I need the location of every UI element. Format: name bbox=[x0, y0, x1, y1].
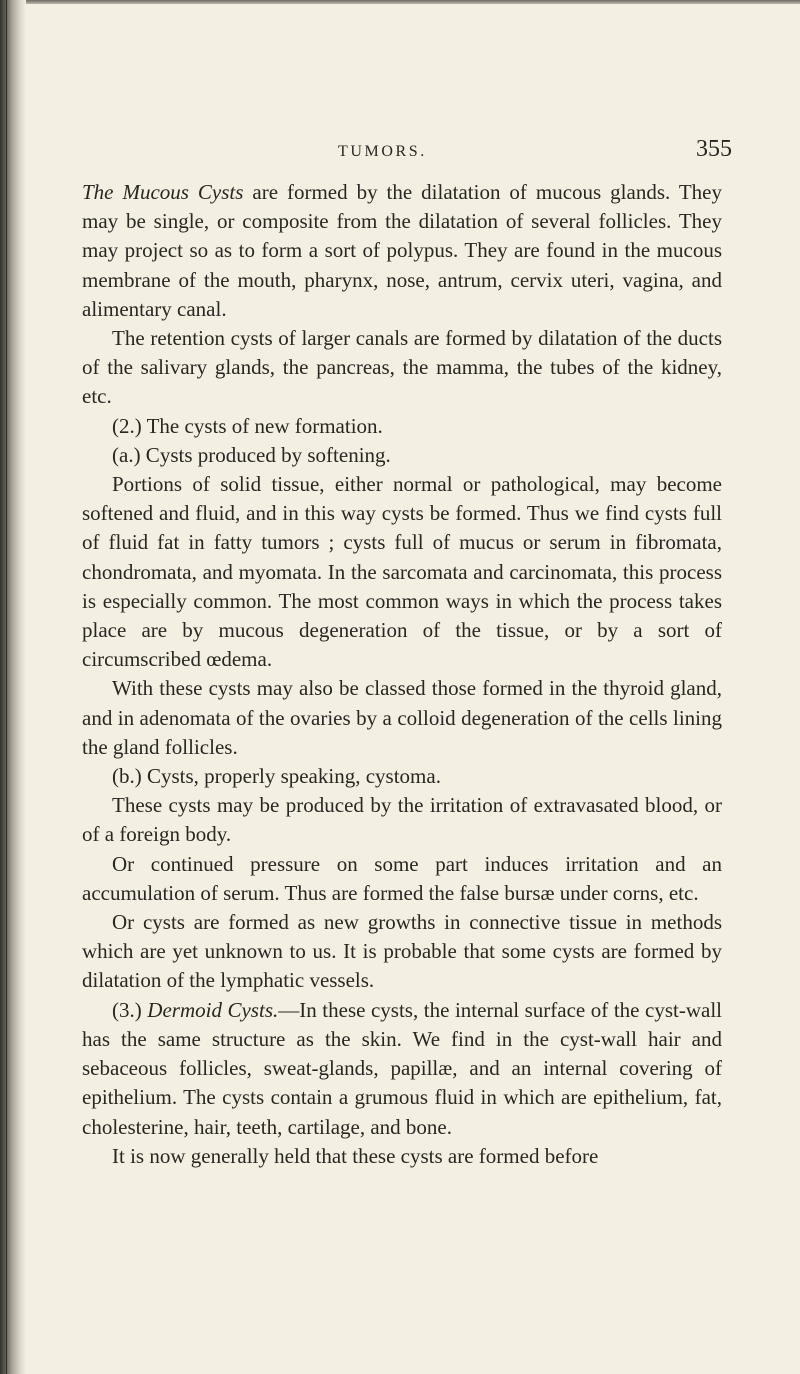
paragraph-mucous-cysts bbox=[82, 178, 722, 324]
book-spine-line bbox=[6, 0, 7, 1374]
page-top-edge bbox=[0, 0, 800, 4]
paragraph-solid-tissue: Portions of solid tissue, either normal or pathological, may become softened and fluid, and in this way cysts be formed. Thus we find cysts full of fluid fat in fatty tumors ; cysts full of mucus or serum in fibromata, chondromata, and myomata. In the sarcomata and carcinomata, this process is especially common. The most common ways in which the process takes place are by mucous degeneration of the tissue, or by a sort of circumscribed œdema. bbox=[82, 472, 722, 672]
heading-new-formation: (2.) The cysts of new formation. bbox=[112, 413, 383, 438]
paragraph-retention-cysts: The retention cysts of larger canals are formed by dilatation of the ducts of the salivary glands, the pancreas, the mamma, the tubes of the kidney, etc. bbox=[82, 326, 722, 409]
section-title-mucous-cysts: The Mucous Cysts bbox=[82, 180, 244, 204]
paragraph-thyroid: With these cysts may also be classed those formed in the thyroid gland, and in adenomata of the ovaries by a colloid degeneration of the cells lining the gland follicles. bbox=[82, 676, 722, 759]
paragraph-dermoid-cysts bbox=[82, 996, 722, 1142]
heading-cystoma: (b.) Cysts, properly speaking, cystoma. bbox=[112, 764, 441, 789]
book-gutter-shadow bbox=[0, 0, 26, 1374]
paragraph-continued-pressure: Or continued pressure on some part induces irritation and an accumulation of serum. Thus are formed the false bursæ under corns, etc. bbox=[82, 851, 722, 905]
heading-softening: (a.) Cysts produced by softening. bbox=[112, 442, 391, 467]
paragraph-generally-held: It is now generally held that these cysts are formed before bbox=[112, 1143, 599, 1168]
paragraph-new-growths: Or cysts are formed as new growths in connective tissue in methods which are yet unknown to us. It is probable that some cysts are formed by dilatation of the lymphatic vessels. bbox=[82, 910, 722, 993]
body-text bbox=[82, 178, 722, 1171]
paragraph-text: are formed by the dilatation of mucous glands. They may be single, or composite from the dilatation of several follicles. They may project so as to form a sort of polypus. They are found in the mucous membrane of the mouth, pharynx, nose, antrum, cervix uteri, vagina, and alimentary canal. bbox=[82, 180, 722, 321]
running-title: TUMORS. bbox=[338, 143, 427, 160]
paragraph-extravasated-blood: These cysts may be produced by the irritation of extravasated blood, or of a foreign body. bbox=[82, 793, 722, 847]
dermoid-prefix: (3.) bbox=[112, 997, 148, 1022]
section-title-dermoid-cysts: Dermoid Cysts. bbox=[147, 997, 279, 1022]
page-number: 355 bbox=[696, 136, 732, 162]
paragraph-text: —In these cysts, the internal surface of the cyst-wall has the same structure as the skin. We find in the cyst-wall hair and sebaceous follicles, sweat-glands, papillæ, and an internal covering of epithelium. The cysts contain a grumous fluid in which are epithelium, fat, cholesterine, hair, teeth, cartilage, and bone. bbox=[82, 997, 722, 1139]
running-head bbox=[0, 136, 800, 166]
